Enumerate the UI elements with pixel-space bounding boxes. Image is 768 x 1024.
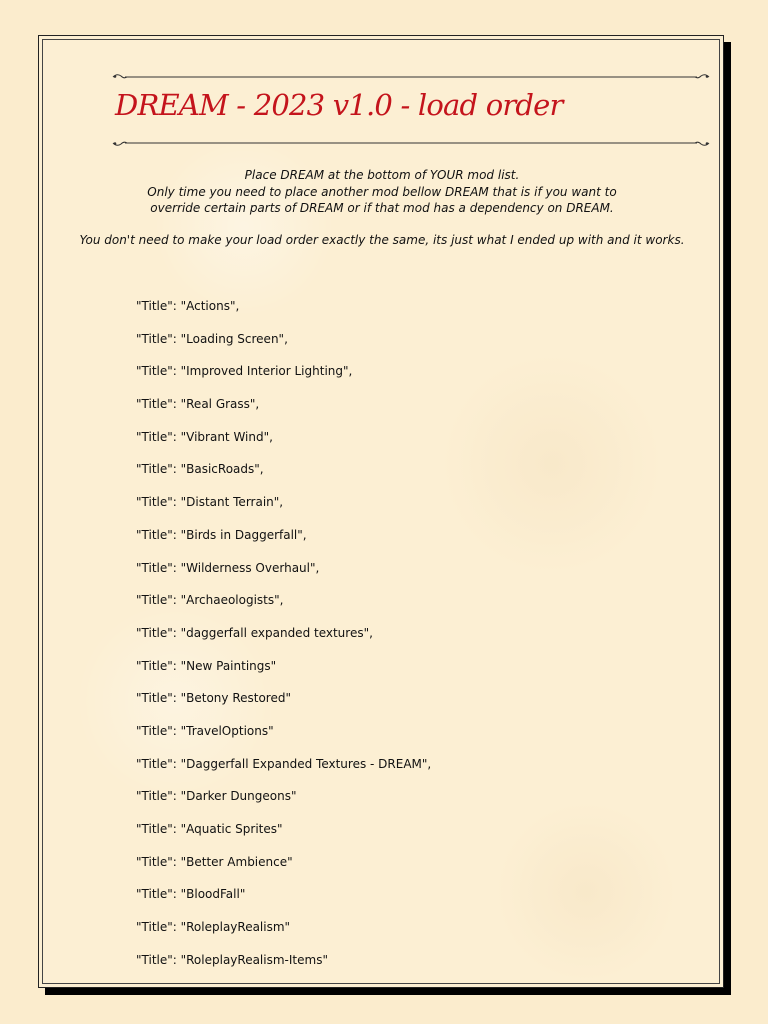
document-page [38,35,724,988]
list-item: "Title": "TravelOptions" [136,723,274,738]
list-item: "Title": "Darker Dungeons" [136,789,297,804]
list-item: "Title": "Actions", [136,299,240,313]
list-item: "Title": "daggerfall expanded textures", [136,625,373,640]
intro-line: Only time you need to place another mod bellow DREAM that is if you want to [147,184,617,199]
list-item: "Title": "Better Ambience" [136,854,293,869]
list-item: "Title": "Wilderness Overhaul", [136,560,320,575]
intro-line: Place DREAM at the bottom of YOUR mod list. [244,168,520,182]
list-item: "Title": "Loading Screen", [136,331,288,346]
list-item: "Title": "Daggerfall Expanded Textures - DREAM", [136,756,432,771]
list-item: "Title": "Birds in Daggerfall", [136,527,307,542]
intro-line: override certain parts of DREAM or if that mod has a dependency on DREAM. [150,201,614,215]
load-order-note [79,232,685,249]
list-item: "Title": "Vibrant Wind", [136,429,273,444]
intro-paragraph [79,167,685,217]
list-item: "Title": "Betony Restored" [136,691,291,706]
flourish-divider-icon [111,138,711,148]
flourish-divider-icon [111,72,711,82]
list-item: "Title": "BasicRoads", [136,462,264,477]
list-item: "Title": "RoleplayRealism" [136,920,291,935]
list-item: "Title": "Distant Terrain", [136,495,284,510]
list-item: "Title": "Real Grass", [136,397,260,412]
list-item: "Title": "Aquatic Sprites" [136,822,283,836]
load-order-list [136,298,431,984]
list-item: "Title": "RoleplayRealism-Items" [136,952,328,967]
list-item: "Title": "Archaeologists", [136,593,284,608]
document-title: DREAM - 2023 v1.0 - load order [115,88,563,122]
list-item: "Title": "New Paintings" [136,658,277,673]
list-item: "Title": "BloodFall" [136,887,246,902]
note-text: You don't need to make your load order exactly the same, its just what I ended up with and it works. [79,233,685,247]
list-item: "Title": "Improved Interior Lighting", [136,364,353,379]
